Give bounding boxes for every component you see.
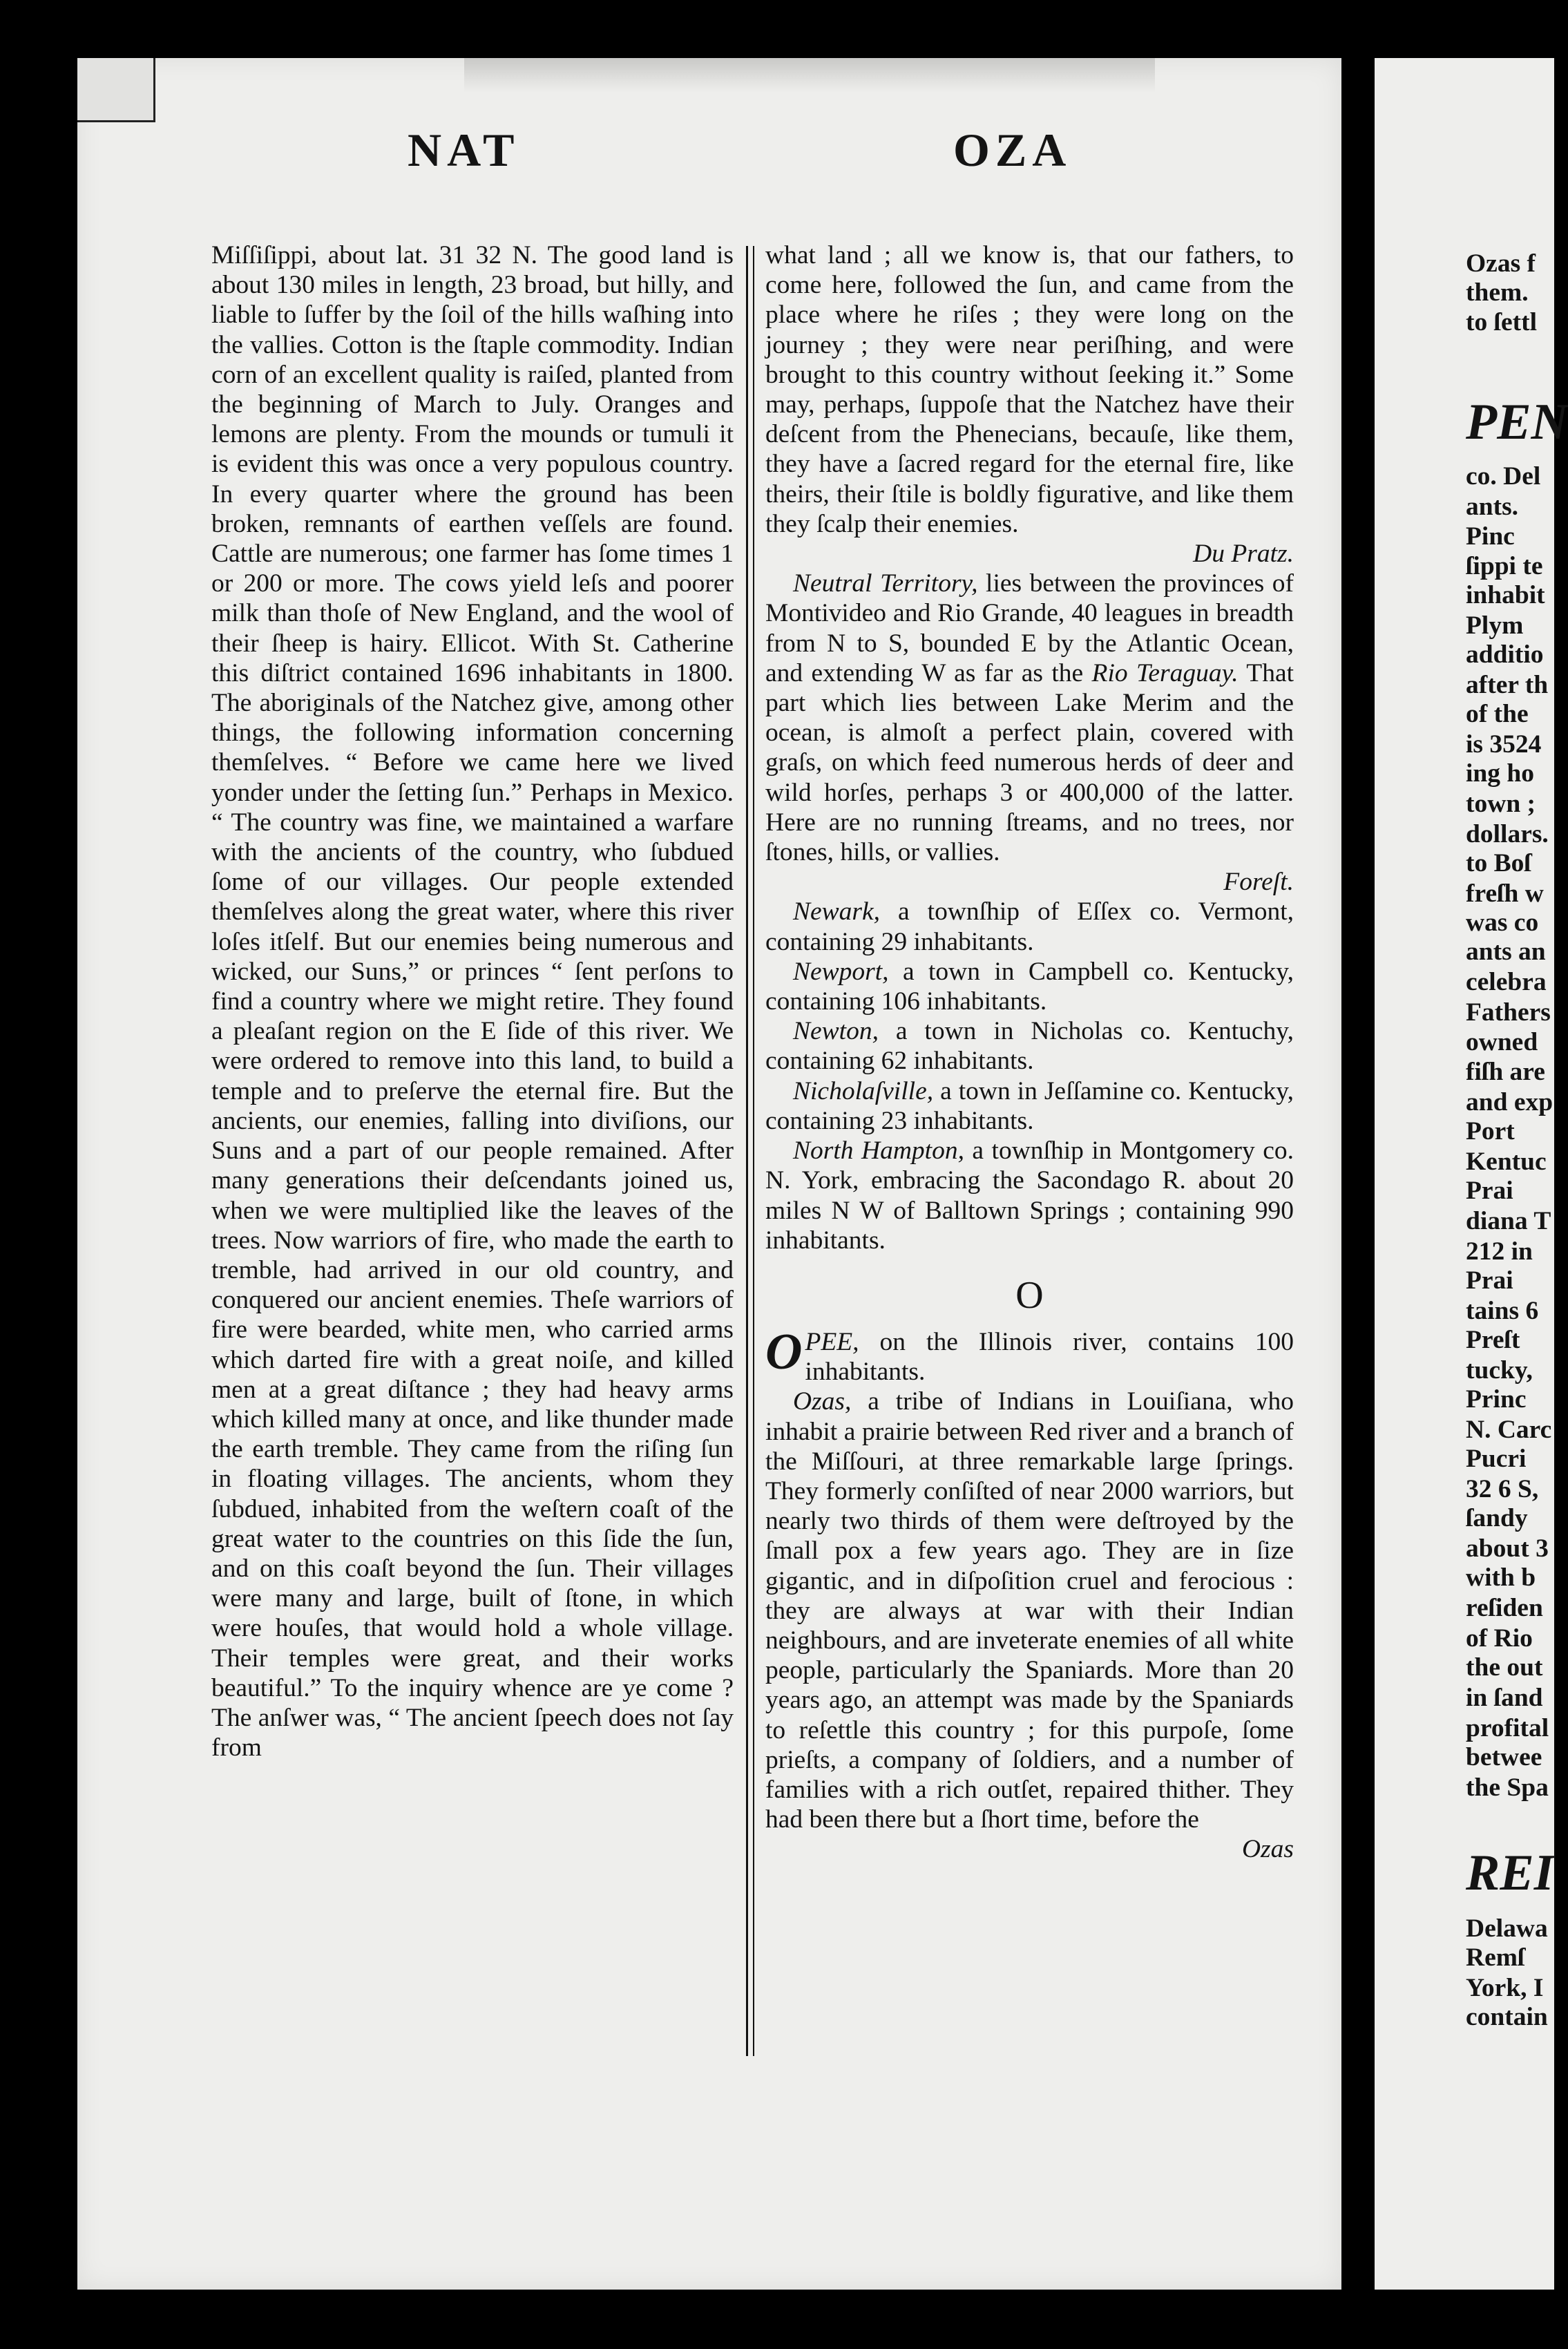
next-page-line: ſandy [1466, 1504, 1528, 1532]
next-page-line: to Boſ [1466, 849, 1531, 877]
next-page-line: dollars. [1466, 820, 1549, 848]
running-head-left: NAT [408, 124, 520, 176]
drop-cap: O [765, 1323, 803, 1380]
next-page-line: was co [1466, 909, 1539, 937]
entry-name: Ozas, [793, 1387, 852, 1416]
signature-du-pratz: Du Pratz. [1193, 540, 1294, 569]
next-page-line: Preſt [1466, 1326, 1520, 1354]
signature-forest: Foreſt. [1223, 868, 1294, 897]
next-page-line: Kentuc [1466, 1148, 1547, 1176]
next-page-line: with b [1466, 1563, 1536, 1592]
next-page-line: tains 6 [1466, 1297, 1539, 1325]
next-page-line: 212 in [1466, 1237, 1533, 1266]
next-page-line: the Spa [1466, 1773, 1549, 1802]
next-page-line: additio [1466, 640, 1544, 669]
entry-north-hampton: North Hampton, a townſhip in Montgomery co. N. York, embracing the Sacondago R. about 20 miles N W of Balltown Springs ; containing 990 inhabitants. [765, 1137, 1294, 1255]
next-page-line: to ſettl [1466, 308, 1538, 336]
next-page-line: Pucri [1466, 1445, 1527, 1473]
next-page-line: about 3 [1466, 1534, 1549, 1563]
next-page-line: York, I [1466, 1974, 1544, 2002]
next-page-line: fiſh are [1466, 1058, 1545, 1086]
next-page-line: the out [1466, 1653, 1543, 1682]
next-page-line: ing ho [1466, 759, 1535, 788]
next-page-line: betwee [1466, 1743, 1542, 1771]
next-page-line: celebra [1466, 968, 1547, 996]
column-rule-inner [753, 246, 754, 2056]
next-page-line: Port [1466, 1117, 1515, 1145]
natchez-paragraph: Miſſiſippi, about lat. 31 32 N. The good land is about 130 miles in length, 23 broad, but hilly, and liable to ſuffer by the ſoil of the hills waſhing into the vallies. Cotton is the ſtaple commodity. Indian corn of an excellent quality is raiſed, planted from the beginning of March to July. Oranges and lemons are plenty. From the mounds or tumuli it is evident this was once a very populous country. In every quarter where the ground has been broken, remnants of earthen veſſels are found. Cattle are numerous; one farmer has ſome times 1 or 200 or more. The cows yield leſs and poorer milk than thoſe of New England, and the wool of their ſheep is hairy. Ellicot. With St. Catherine this diſtrict contained 1696 inhabitants in 1800. The aboriginals of the Natchez give, among other things, the following information concerning themſelves. “ Before we came here we lived yonder under the ſetting ſun.” Perhaps in Mexico. “ The country was fine, we maintained a warfare with the ancients of the country, who ſubdued ſome of our villages. Our people extended themſelves along the great water, where this river loſes itſelf. But our enemies being numerous and wicked, our Suns,” or princes “ ſent perſons to find a country where we might retire. They found a pleaſant region on the E ſide of this river. We were ordered to remove into this land, to build a temple and to preſerve the eternal fire. But the ancients, our enemies, falling into diviſions, our Suns and a part of our people remained. After many generations their deſcendants joined us, when we were multiplied like the leaves of the trees. Now warriors of fire, who made the earth to tremble, had arrived in our old country, and conquered our ancient enemies. Theſe warriors of fire were bearded, white men, who carried arms which darted fire with a great noiſe, and killed men at a great diſtance ; they had heavy arms which killed many at once, and like thunder made the earth tremble. They came from the riſing ſun in floating villages. The ancients, whom they ſubdued, inhabited from the weſtern coaſt of the great water to the countries on this ſide the ſun, and on this coaſt beyond the ſun. Their villages were many and large, built of ſtone, in which were houſes, that would hold a whole village. Their temples were great, and their works beautiful.” To the inquiry whence are ye come ? The anſwer was, “ The ancient ſpeech does not ſay from [211, 241, 734, 1762]
page-edge-stain [464, 58, 1155, 93]
next-page-line: Princ [1466, 1385, 1527, 1414]
next-page-line: owned [1466, 1028, 1538, 1056]
next-page-line: Plym [1466, 611, 1524, 640]
next-page-line: is 3524 [1466, 730, 1542, 759]
next-page-line: profital [1466, 1714, 1549, 1742]
entry-name: Nicholaſville, [793, 1076, 934, 1105]
next-page-line: co. Del [1466, 462, 1541, 491]
natchez-continued: what land ; all we know is, that our fathers, to come here, followed the ſun, and came from the place where he riſes ; they were long on the journey ; they were near periſhing, and were brought to this country without ſeeking it.” Some may, perhaps, ſuppoſe that the Natchez have their deſcent from the Phenecians, becauſe, like them, they have a ſacred regard for the eternal fire, like theirs, their ſtile is boldly figurative, and like them they ſcalp their enemies. Du Pratz. [765, 241, 1294, 569]
next-page-line: 32 6 S, [1466, 1475, 1539, 1503]
entry-nicholasville: Nicholaſville, a town in Jeſſamine co. Kentucky, containing 23 inhabitants. [765, 1076, 1294, 1135]
entry-opee: OPEE, on the Illinois river, contains 100 inhabitants. [765, 1323, 1294, 1387]
entry-newport: Newport, a town in Campbell co. Kentucky, containing 106 inhabitants. [765, 957, 1294, 1016]
column-rule [746, 246, 748, 2056]
folded-corner [77, 58, 155, 122]
entry-ozas: Ozas, a tribe of Indians in Louiſiana, who inhabit a prairie between Red river and a branch of the Miſſouri, at three remarkable large ſprings. They formerly conſiſted of near 2000 warriors, but nearly two thirds of them were deſtroyed by the ſmall pox a few years ago. They are in ſize gigantic, and in diſpoſition cruel and ferocious : they are always at war with their Indian neighbours, and are inveterate enemies of all white people, particularly the Spaniards. More than 20 years ago, an attempt was made by the Spaniards to reſettle this country ; for this purpoſe, ſome prieſts, a company of ſoldiers, and a number of families with a rich outſet, repaired thither. They had been there but a ſhort time, before the [765, 1387, 1294, 1834]
next-page-line: N. Carc [1466, 1416, 1552, 1444]
next-page-line: tucky, [1466, 1356, 1533, 1385]
next-page-line: ants an [1466, 938, 1546, 966]
right-column [765, 240, 1294, 1865]
next-page-line: of the [1466, 700, 1529, 728]
next-page-line: them. [1466, 278, 1529, 307]
entry-name: Neutral Territory, [793, 569, 978, 598]
section-letter-o: O [1015, 1273, 1044, 1317]
next-page-line: reſiden [1466, 1594, 1543, 1622]
entry-name: Newark, [793, 897, 881, 926]
catchword: Ozas [1241, 1835, 1294, 1864]
left-column [211, 240, 734, 1762]
next-page-line: ſippi te [1466, 552, 1543, 580]
next-page-line: Prai [1466, 1266, 1513, 1295]
next-page-line: in ſand [1466, 1684, 1543, 1712]
next-page-line: Ozas f [1466, 249, 1536, 278]
next-page-line: town ; [1466, 790, 1536, 818]
next-page-line: PEN [1466, 394, 1568, 450]
next-page-line: inhabit [1466, 581, 1545, 609]
entry-neutral-territory: Neutral Territory, lies between the provinces of Montivideo and Rio Grande, 40 leagues in breadth from N to S, bounded E by the Atlantic Ocean, and extending W as far as the Rio Teraguay. That part which lies between Lake Merim and the ocean, is almoſt a perfect plain, covered with graſs, on which feed numerous herds of deer and wild horſes, perhaps 3 or 400,000 of the latter. Here are no running ſtreams, and no trees, nor ſtones, hills, or vallies. Foreſt. [765, 569, 1294, 897]
next-page-line: Prai [1466, 1177, 1513, 1205]
next-page-line: of Rio [1466, 1624, 1533, 1653]
next-page-line: after th [1466, 671, 1549, 699]
next-page-line: contain [1466, 2003, 1548, 2031]
entry-newton: Newton, a town in Nicholas co. Kentuchy, containing 62 inhabitants. [765, 1017, 1294, 1076]
entry-name: Newton, [793, 1017, 879, 1046]
next-page-line: Pinc [1466, 522, 1515, 551]
next-page-line: diana T [1466, 1207, 1551, 1235]
entry-newark: Newark, a townſhip of Eſſex co. Vermont, containing 29 inhabitants. [765, 897, 1294, 956]
entry-name: North Hampton, [793, 1137, 964, 1166]
next-page-line: freſh w [1466, 879, 1544, 908]
next-page-line: Fathers [1466, 998, 1551, 1027]
next-page-line: ants. [1466, 493, 1519, 521]
next-page-line: Delawa [1466, 1914, 1548, 1943]
running-head-right: OZA [953, 124, 1072, 176]
next-page-line: and exp [1466, 1088, 1553, 1116]
next-page-line: REI [1466, 1845, 1554, 1901]
entry-name: Newport, [793, 957, 889, 986]
next-page-line: Remſ [1466, 1943, 1525, 1972]
